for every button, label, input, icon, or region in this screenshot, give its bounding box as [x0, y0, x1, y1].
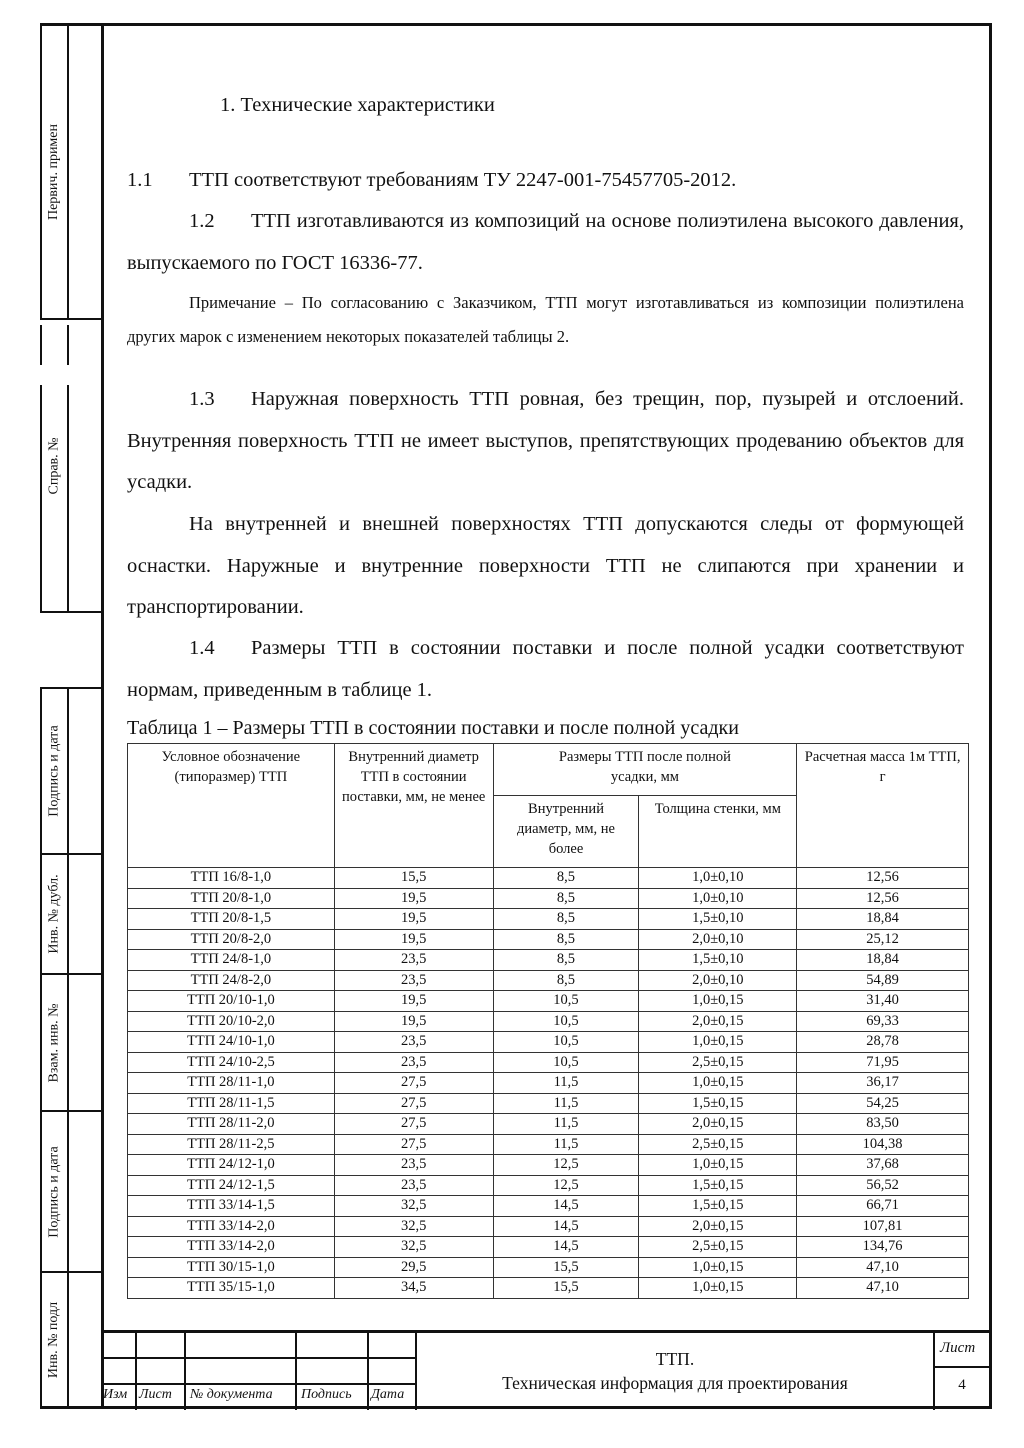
cell-inner-diameter-after: 8,5 [493, 950, 639, 971]
stamp-label-first-use: Первич. примен [46, 123, 62, 221]
table-caption: Таблица 1 – Размеры ТТП в состоянии поставки и после полной усадки [127, 717, 739, 739]
cell-inner-diameter-supply: 23,5 [334, 970, 493, 991]
cell-mass: 28,78 [797, 1032, 969, 1053]
table-row [128, 1032, 969, 1053]
cell-designation: ТТП 24/8-1,0 [128, 950, 335, 971]
frame-bottom [40, 1406, 992, 1409]
cell-inner-diameter-after: 10,5 [493, 991, 639, 1012]
header-designation: Условное обозначение (типоразмер) ТТП [128, 744, 335, 868]
cell-inner-diameter-after: 11,5 [493, 1134, 639, 1155]
table-row [128, 929, 969, 950]
cell-mass: 18,84 [797, 909, 969, 930]
cell-inner-diameter-after: 8,5 [493, 868, 639, 889]
table-row [128, 1155, 969, 1176]
table-row [128, 970, 969, 991]
cell-mass: 36,17 [797, 1073, 969, 1094]
cell-inner-diameter-supply: 19,5 [334, 1011, 493, 1032]
table-row [128, 1257, 969, 1278]
cell-mass: 25,12 [797, 929, 969, 950]
cell-inner-diameter-supply: 32,5 [334, 1196, 493, 1217]
cell-designation: ТТП 28/11-2,5 [128, 1134, 335, 1155]
cell-inner-diameter-supply: 19,5 [334, 909, 493, 930]
cell-wall-thickness: 2,5±0,15 [639, 1052, 797, 1073]
sheet-number: 4 [958, 1377, 966, 1393]
section-title: 1. Технические характеристики [220, 94, 495, 116]
cell-inner-diameter-supply: 19,5 [334, 888, 493, 909]
cell-wall-thickness: 2,0±0,10 [639, 929, 797, 950]
cell-mass: 12,56 [797, 868, 969, 889]
table-row [128, 1237, 969, 1258]
cell-mass: 37,68 [797, 1155, 969, 1176]
cell-inner-diameter-supply: 27,5 [334, 1114, 493, 1135]
header-mass: Расчетная масса 1м ТТП, г [797, 744, 969, 868]
table-row [128, 950, 969, 971]
cell-mass: 31,40 [797, 991, 969, 1012]
cell-inner-diameter-after: 15,5 [493, 1257, 639, 1278]
table-row [128, 888, 969, 909]
cell-wall-thickness: 1,0±0,10 [639, 888, 797, 909]
cell-inner-diameter-supply: 23,5 [334, 1052, 493, 1073]
cell-wall-thickness: 2,0±0,15 [639, 1011, 797, 1032]
stamp-label-replacement-inv: Взам. инв. № [46, 1003, 62, 1082]
cell-wall-thickness: 1,5±0,15 [639, 1175, 797, 1196]
cell-mass: 71,95 [797, 1052, 969, 1073]
cell-mass: 56,52 [797, 1175, 969, 1196]
cell-wall-thickness: 1,5±0,15 [639, 1196, 797, 1217]
cell-inner-diameter-after: 10,5 [493, 1032, 639, 1053]
cell-mass: 12,56 [797, 888, 969, 909]
cell-inner-diameter-supply: 19,5 [334, 991, 493, 1012]
document-title [417, 1347, 933, 1395]
cell-mass: 83,50 [797, 1114, 969, 1135]
cell-designation: ТТП 24/12-1,5 [128, 1175, 335, 1196]
cell-wall-thickness: 1,0±0,15 [639, 1278, 797, 1299]
cell-inner-diameter-supply: 32,5 [334, 1216, 493, 1237]
cell-wall-thickness: 1,5±0,10 [639, 950, 797, 971]
header-after-shrink: Размеры ТТП после полной усадки, мм [493, 744, 797, 796]
table-row [128, 1278, 969, 1299]
cell-designation: ТТП 30/15-1,0 [128, 1257, 335, 1278]
cell-designation: ТТП 16/8-1,0 [128, 868, 335, 889]
cell-designation: ТТП 24/12-1,0 [128, 1155, 335, 1176]
cell-mass: 47,10 [797, 1278, 969, 1299]
paragraph-1-3: 1.3 Наружная поверхность ТТП ровная, без трещин, пор, пузырей и отслоений. Внутренняя поверхность ТТП не имеет выступов, препятствующих продеванию объектов для усадки. [127, 388, 964, 493]
table-row [128, 1175, 969, 1196]
cell-inner-diameter-after: 15,5 [493, 1278, 639, 1299]
sheet-label: Лист [940, 1340, 976, 1356]
cell-wall-thickness: 2,0±0,10 [639, 970, 797, 991]
cell-inner-diameter-after: 10,5 [493, 1052, 639, 1073]
cell-inner-diameter-supply: 15,5 [334, 868, 493, 889]
table-row [128, 1073, 969, 1094]
cell-designation: ТТП 24/10-2,5 [128, 1052, 335, 1073]
cell-inner-diameter-after: 11,5 [493, 1093, 639, 1114]
cell-designation: ТТП 28/11-1,0 [128, 1073, 335, 1094]
cell-mass: 104,38 [797, 1134, 969, 1155]
cell-wall-thickness: 2,0±0,15 [639, 1216, 797, 1237]
paragraph-1-2: 1.2 ТТП изготавливаются из композиций на основе полиэтилена высокого давления, выпускаемого по ГОСТ 16336-77. [127, 210, 964, 274]
cell-inner-diameter-supply: 29,5 [334, 1257, 493, 1278]
cell-designation: ТТП 20/10-2,0 [128, 1011, 335, 1032]
stamp-label-reference-no: Справ. № [46, 436, 62, 495]
cell-inner-diameter-after: 8,5 [493, 909, 639, 930]
cell-inner-diameter-after: 14,5 [493, 1237, 639, 1258]
title-block-izm-label: Изм [103, 1387, 128, 1402]
paragraph-1-1: 1.1 ТТП соответствуют требованиям ТУ 2247-001-75457705-2012. [127, 169, 737, 191]
cell-designation: ТТП 24/10-1,0 [128, 1032, 335, 1053]
frame-left [101, 23, 104, 1408]
table-row [128, 1134, 969, 1155]
cell-designation: ТТП 28/11-2,0 [128, 1114, 335, 1135]
cell-designation: ТТП 28/11-1,5 [128, 1093, 335, 1114]
cell-wall-thickness: 1,0±0,15 [639, 991, 797, 1012]
cell-wall-thickness: 1,0±0,15 [639, 1155, 797, 1176]
cell-designation: ТТП 35/15-1,0 [128, 1278, 335, 1299]
cell-mass: 107,81 [797, 1216, 969, 1237]
table-row [128, 1011, 969, 1032]
cell-mass: 47,10 [797, 1257, 969, 1278]
document-title-line-1: ТТП. [655, 1349, 695, 1369]
cell-inner-diameter-supply: 27,5 [334, 1073, 493, 1094]
cell-designation: ТТП 20/8-1,5 [128, 909, 335, 930]
cell-inner-diameter-supply: 23,5 [334, 1155, 493, 1176]
cell-designation: ТТП 20/8-2,0 [128, 929, 335, 950]
cell-inner-diameter-after: 12,5 [493, 1155, 639, 1176]
stamp-label-signature-date-1: Подпись и дата [46, 725, 62, 817]
cell-designation: ТТП 20/10-1,0 [128, 991, 335, 1012]
stamp-label-inv-dup: Инв. № дубл. [46, 874, 62, 954]
cell-inner-diameter-after: 8,5 [493, 888, 639, 909]
cell-inner-diameter-after: 10,5 [493, 1011, 639, 1032]
cell-designation: ТТП 24/8-2,0 [128, 970, 335, 991]
document-title-line-2: Техническая информация для проектирования [502, 1373, 848, 1393]
frame-top [101, 23, 992, 26]
cell-mass: 134,76 [797, 1237, 969, 1258]
cell-inner-diameter-after: 14,5 [493, 1196, 639, 1217]
cell-inner-diameter-after: 11,5 [493, 1114, 639, 1135]
cell-inner-diameter-supply: 27,5 [334, 1134, 493, 1155]
cell-mass: 66,71 [797, 1196, 969, 1217]
cell-mass: 18,84 [797, 950, 969, 971]
cell-inner-diameter-supply: 34,5 [334, 1278, 493, 1299]
table-row [128, 1114, 969, 1135]
cell-wall-thickness: 1,0±0,10 [639, 868, 797, 889]
cell-designation: ТТП 33/14-2,0 [128, 1216, 335, 1237]
cell-inner-diameter-after: 14,5 [493, 1216, 639, 1237]
cell-wall-thickness: 1,0±0,15 [639, 1073, 797, 1094]
title-block-date-label: Дата [371, 1387, 405, 1402]
cell-designation: ТТП 33/14-1,5 [128, 1196, 335, 1217]
table-row [128, 1216, 969, 1237]
cell-designation: ТТП 33/14-2,0 [128, 1237, 335, 1258]
cell-inner-diameter-supply: 23,5 [334, 1032, 493, 1053]
table-row [128, 1093, 969, 1114]
cell-wall-thickness: 2,5±0,15 [639, 1134, 797, 1155]
cell-wall-thickness: 2,0±0,15 [639, 1114, 797, 1135]
table-body [128, 868, 969, 1299]
title-block-sign-label: Подпись [301, 1387, 352, 1402]
table-row [128, 1052, 969, 1073]
cell-inner-diameter-after: 8,5 [493, 929, 639, 950]
table-row [128, 1196, 969, 1217]
table-row [128, 991, 969, 1012]
header-wall-thickness: Толщина стенки, мм [639, 796, 797, 868]
cell-wall-thickness: 1,5±0,10 [639, 909, 797, 930]
cell-designation: ТТП 20/8-1,0 [128, 888, 335, 909]
header-inner-diameter-after: Внутренний диаметр, мм, не более [493, 796, 639, 868]
cell-mass: 54,89 [797, 970, 969, 991]
note-paragraph: Примечание – По согласованию с Заказчиком, ТТП могут изготавливаться из композиции полиэтилена других марок с изменением некоторых показателей таблицы 2. [127, 293, 964, 346]
cell-wall-thickness: 2,5±0,15 [639, 1237, 797, 1258]
cell-wall-thickness: 1,5±0,15 [639, 1093, 797, 1114]
cell-inner-diameter-after: 11,5 [493, 1073, 639, 1094]
cell-mass: 54,25 [797, 1093, 969, 1114]
paragraph-surface-traces: На внутренней и внешней поверхностях ТТП допускаются следы от формующей оснастки. Наружные и внутренние поверхности ТТП не слипаются при хранении и транспортировании. [127, 513, 964, 618]
paragraph-1-4: 1.4 Размеры ТТП в состоянии поставки и после полной усадки соответствуют нормам, приведенным в таблице 1. [127, 637, 964, 701]
title-block-list-label: Лист [139, 1387, 172, 1402]
cell-inner-diameter-supply: 32,5 [334, 1237, 493, 1258]
cell-wall-thickness: 1,0±0,15 [639, 1257, 797, 1278]
frame-right [989, 23, 992, 1408]
cell-wall-thickness: 1,0±0,15 [639, 1032, 797, 1053]
stamp-label-signature-date-2: Подпись и дата [46, 1145, 62, 1238]
stamp-label-inv-original: Инв. № подл [46, 1301, 62, 1378]
dimensions-table [127, 743, 969, 1299]
cell-mass: 69,33 [797, 1011, 969, 1032]
cell-inner-diameter-supply: 27,5 [334, 1093, 493, 1114]
cell-inner-diameter-supply: 23,5 [334, 950, 493, 971]
cell-inner-diameter-after: 12,5 [493, 1175, 639, 1196]
title-block-doc-label: № документа [190, 1387, 273, 1402]
cell-inner-diameter-supply: 23,5 [334, 1175, 493, 1196]
table-row [128, 868, 969, 889]
cell-inner-diameter-after: 8,5 [493, 970, 639, 991]
cell-inner-diameter-supply: 19,5 [334, 929, 493, 950]
header-inner-diameter-supply: Внутренний диаметр ТТП в состоянии поставки, мм, не менее [334, 744, 493, 868]
table-row [128, 909, 969, 930]
